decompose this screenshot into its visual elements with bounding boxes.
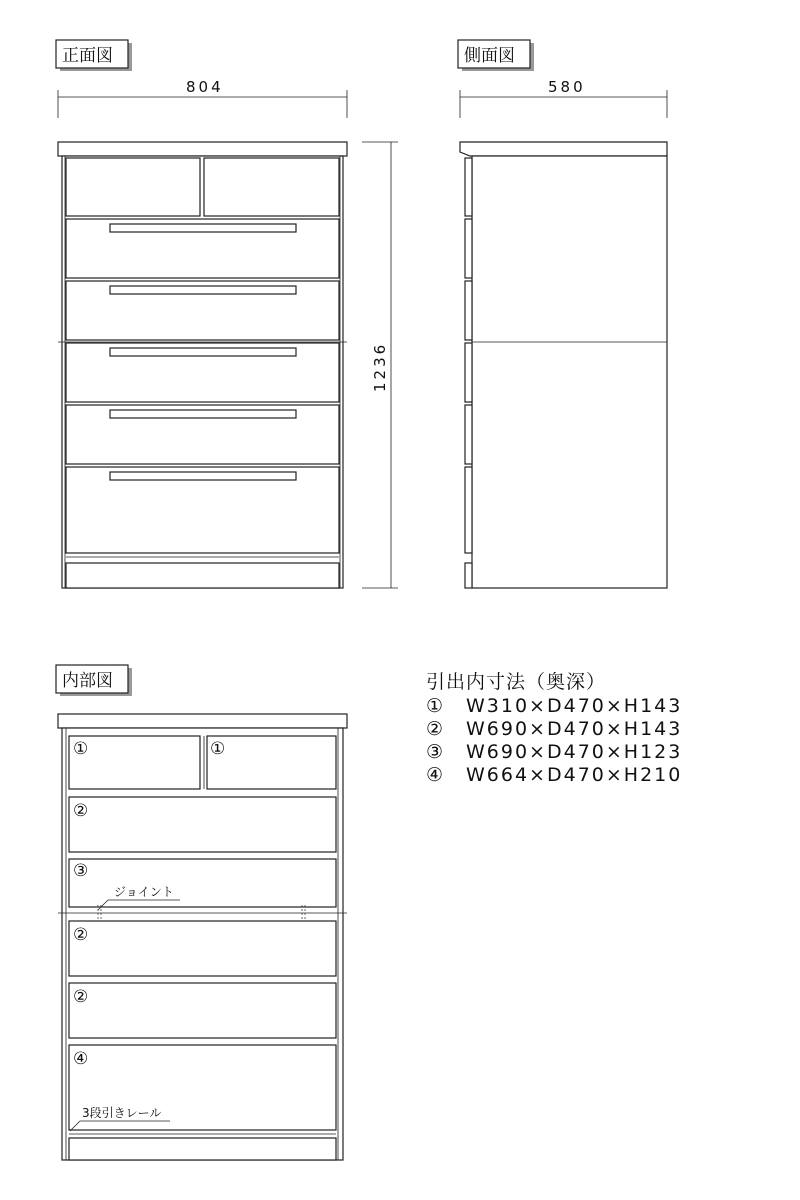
top-board (58, 142, 347, 156)
drawer-marker: ② (73, 987, 89, 1007)
front-height-dimension: 1236 (371, 341, 389, 392)
drawer-marker: ① (73, 739, 89, 759)
interior-top-board (58, 714, 347, 728)
drawer-marker: ④ (73, 1049, 89, 1069)
spec-row-mark: ② (426, 718, 446, 740)
spec-row-mark: ③ (426, 741, 446, 763)
front-drawer-small-right (204, 158, 339, 216)
interior-view-title: 内部図 (62, 671, 113, 691)
interior-drawer-5 (69, 983, 336, 1038)
interior-view (56, 665, 347, 1160)
front-drawer-small-left (66, 158, 200, 216)
side-view-title: 側面図 (464, 46, 515, 66)
spec-row-text: W690×D470×H143 (466, 718, 683, 740)
drawer-marker: ② (73, 925, 89, 945)
drawer-handle (110, 224, 296, 232)
plinth (66, 563, 339, 588)
spec-row-mark: ① (426, 695, 446, 717)
side-body (472, 156, 667, 588)
drawer-handle (110, 410, 296, 418)
drawer-marker: ① (210, 739, 226, 759)
spec-row-text: W690×D470×H123 (466, 741, 683, 763)
drawer-marker: ③ (73, 861, 89, 881)
drawer-marker: ② (73, 801, 89, 821)
drawer-handle (110, 472, 296, 480)
interior-drawer-2 (69, 797, 336, 852)
front-view-title: 正面図 (62, 46, 113, 66)
spec-heading: 引出内寸法（奥深） (426, 671, 607, 693)
interior-drawer-4 (69, 921, 336, 976)
drawer-handle (110, 286, 296, 294)
side-top-board (460, 142, 667, 156)
joint-label: ジョイント (114, 885, 174, 899)
side-view (458, 40, 667, 588)
rail-label: 3段引きレール (82, 1106, 162, 1120)
front-width-dimension: 804 (186, 78, 224, 96)
interior-plinth (69, 1138, 336, 1160)
front-view (56, 40, 398, 588)
drawer-spec (426, 671, 682, 786)
interior-drawer-1a (69, 736, 200, 789)
side-depth-dimension: 580 (548, 78, 586, 96)
interior-drawer-1b (207, 736, 336, 789)
spec-row-text: W664×D470×H210 (466, 764, 683, 786)
drawer-handle (110, 348, 296, 356)
spec-row-text: W310×D470×H143 (466, 695, 683, 717)
spec-row-mark: ④ (426, 764, 446, 786)
